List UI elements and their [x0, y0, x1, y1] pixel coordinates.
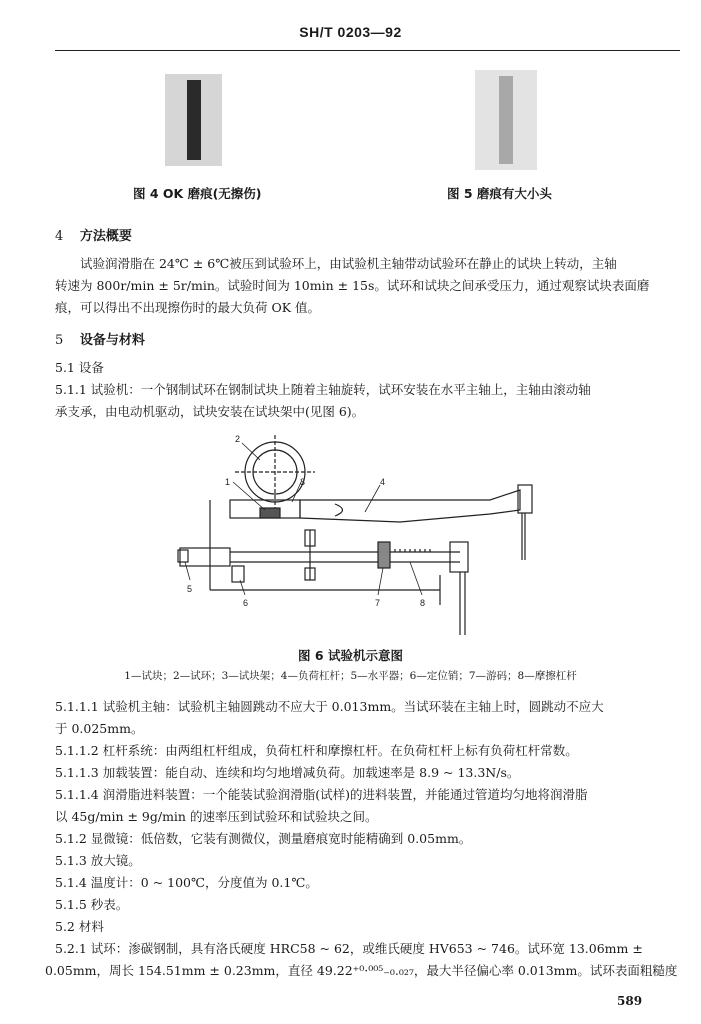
- callout-3: 3: [300, 477, 306, 487]
- load-lever: [300, 490, 520, 522]
- callout-4: 4: [380, 477, 386, 487]
- para-52: 5.2 材料: [55, 919, 104, 934]
- section5-heading: [55, 329, 145, 348]
- para-5113: 5.1.1.3 加载装置：能自动、连续和均匀地增减负荷。加载速率是 8.9 ~ 13.3N/s。: [55, 765, 520, 780]
- callout-8: 8: [420, 598, 426, 608]
- standard-header: SH/T 0203—92: [299, 24, 402, 40]
- figure6-caption: 图 6 试验机示意图: [298, 648, 403, 663]
- para-5111-line-1: 5.1.1.1 试验机主轴：试验机主轴圆跳动不应大于 0.013mm。当试环装在主轴上时，圆跳动不应大: [55, 699, 604, 714]
- callout-7: 7: [375, 598, 381, 608]
- section5-title: 设备与材料: [79, 333, 145, 348]
- para-5114-line-1: 5.1.1.4 润滑脂进料装置：一个能装试验润滑脂(试样)的进料装置，并能通过管道均匀地将润滑脂: [55, 787, 588, 802]
- para-5112: 5.1.1.2 杠杆系统：由两组杠杆组成，负荷杠杆和摩擦杠杆。在负荷杠杆上标有负荷杠杆常数。: [55, 743, 578, 758]
- test-block: [260, 508, 280, 518]
- figure5-caption: 图 5 磨痕有大小头: [447, 186, 552, 201]
- section4-title: 方法概要: [79, 229, 132, 244]
- section4-line-1: 试验润滑脂在 24℃ ± 6℃被压到试验环上，由试验机主轴带动试验环在静止的试块上转动，主轴: [80, 256, 617, 271]
- section5-number: 5: [55, 333, 64, 348]
- para-521-line-2: 0.05mm，周长 154.51mm ± 0.23mm，直径 49.22⁺⁰·⁰⁰⁵₋₀.₀₂₇，最大半径偏心率 0.013mm。试环表面粗糙度: [45, 963, 678, 978]
- para-514: 5.1.4 温度计：0 ~ 100℃，分度值为 0.1℃。: [55, 875, 318, 890]
- para-512: 5.1.2 显微镜：低倍数，它装有测微仪，测量磨痕宽时能精确到 0.05mm。: [55, 831, 472, 846]
- section4-line-2: 转速为 800r/min ± 5r/min。试验时间为 10min ± 15s。试环和试块之间承受压力，通过观察试块表面磨: [55, 278, 650, 293]
- figure6-legend: 1—试块；2—试环；3—试块架；4—负荷杠杆；5—水平器；6—定位销；7—游码；8—摩擦杠杆: [124, 670, 577, 682]
- header-rule: [55, 50, 680, 51]
- section511-line-2: 承支承，由电动机驱动，试块安装在试块架中(见图 6)。: [55, 404, 365, 419]
- para-5111-line-2: 于 0.025mm。: [55, 721, 144, 736]
- section4-heading: [55, 225, 132, 244]
- figure6-diagram: [150, 430, 550, 640]
- section51-heading: 5.1 设备: [55, 360, 104, 375]
- section4-number: 4: [55, 229, 64, 244]
- callout-1: 1: [225, 477, 231, 487]
- page-number: 589: [617, 994, 643, 1008]
- figure4-photo: [165, 74, 222, 166]
- callout-2: 2: [235, 434, 241, 444]
- sliding-weight: [378, 542, 390, 568]
- figure4-caption: 图 4 OK 磨痕(无擦伤): [133, 186, 262, 201]
- para-515: 5.1.5 秒表。: [55, 897, 129, 912]
- callout-5: 5: [187, 584, 193, 594]
- para-521-line-1: 5.2.1 试环：渗碳钢制，具有洛氏硬度 HRC58 ~ 62，或维氏硬度 HV653 ~ 746。试环宽 13.06mm ±: [55, 941, 643, 956]
- section511-line-1: 5.1.1 试验机：一个钢制试环在钢制试块上随着主轴旋转，试环安装在水平主轴上，主轴由滚动轴: [55, 382, 591, 397]
- callout-6: 6: [243, 598, 249, 608]
- section4-line-3: 痕，可以得出不出现擦伤时的最大负荷 OK 值。: [55, 300, 321, 315]
- figure5-photo: [475, 70, 537, 170]
- para-5114-line-2: 以 45g/min ± 9g/min 的速率压到试验环和试验块之间。: [55, 809, 378, 824]
- para-513: 5.1.3 放大镜。: [55, 853, 141, 868]
- locating-pin: [232, 566, 244, 582]
